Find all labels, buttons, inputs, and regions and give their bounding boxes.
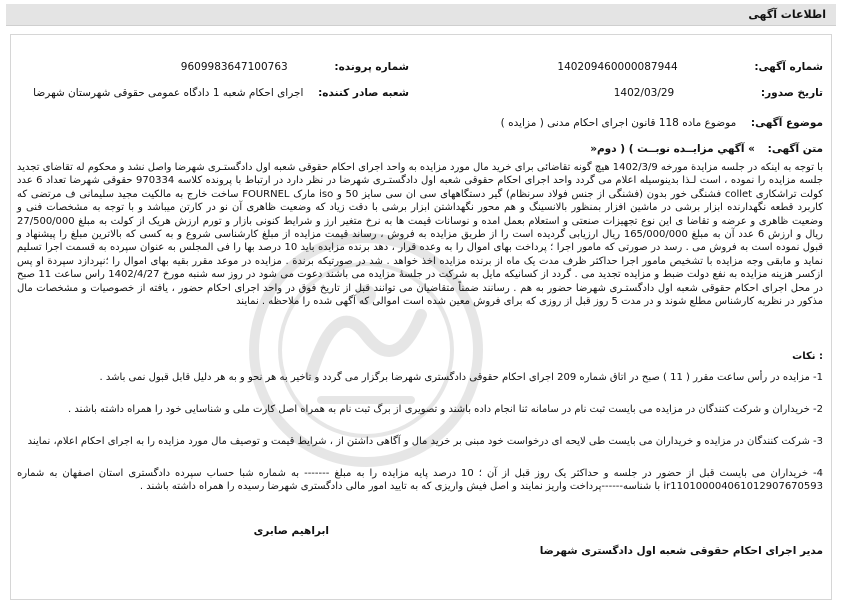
ad-number-label: شماره آگهی:: [754, 61, 823, 73]
issuer: اجرای احکام شعبه 1 دادگاه عمومی حقوقی شهرستان شهرضا: [33, 87, 304, 99]
issue-date: 1402/03/29: [613, 87, 675, 99]
header-bar: [6, 4, 836, 26]
note-item: 2- خریداران و شرکت کنندگان در مزایده می بایست ثبت نام در سامانه ثنا انجام داده باشند و تصویری از برگ ثبت نام به همراه اصل کارت ملی و شناسایی خود را همراه داشته باشند .: [67, 404, 823, 415]
subject-field: [501, 117, 823, 129]
signatory-title: مدیر اجرای احکام حقوقی شعبه اول دادگستری شهرضا: [539, 545, 823, 557]
issue-date-label: تاریخ صدور:: [760, 87, 823, 99]
issue-date-field: [614, 87, 823, 99]
ad-number: 140209460000087944: [557, 61, 678, 73]
issuer-label: شعبه صادر کننده:: [318, 87, 409, 99]
case-number-field: [181, 61, 409, 73]
issuer-field: [33, 87, 409, 99]
note-item: 3- شرکت کنندگان در مزایده و خریداران می بایست طی لایحه ای درخواست خود مبنی بر خرید مال و آگاهی داشتن از ، شرایط قیمت و توصیف مال مورد مزایده را به اجرای احکام اعلام، نمایند: [27, 436, 823, 447]
case-number: 9609983647100763: [180, 61, 288, 73]
note-item: 1- مزایده در رأس ساعت مقرر ( 11 ) صبح در اتاق شماره 209 اجرای احکام حقوقی دادگستری شهرضا برگزار می گردد و تاخیر به هر نحو و به هر دلیل قابل قبول نمی باشد .: [99, 372, 823, 383]
notes-title: : نکات: [792, 351, 823, 362]
ad-body-text: با توجه به اینکه در جلسه مزایدة مورخه 1402/3/9 هیچ گونه تقاضائی برای خرید مال مورد مزایده به واحد اجرای احکام حقوقی شعبه اول دادگستـری شهرضا واصل نشد و محکوم له تقاضای تجدید جلسه مزایده را نموده ، است لـذا بدینوسیله اعلام می گردد واحد اجرای احکام حقوقی شعبه اول دادگستـری شهرضا در نظر دارد در ارتباط با پرونده کلاسه 970334 حقوقی شهرضا تعداد 6 عدد کولت تراشکاری collet فشنگی خور بدون (فشنگی از جنس فولاد سرنظام) گیر دستگاههای سی ان سی سایز 50 و iso مارک FOURNEL ساخت خارج به مالکیت مجید سلیمانی ف مرتضی که کاربرد قطعه نگهدارنده ابزار برشی در ماشین افزار بمنظور بالانسینگ و هم محور نگهداشتن ابزار برشی با دقت زیاد که وضعیت ظاهری آن نو در کارتن میباشد و با توجه به مشخصات فنی و وضعیت ظاهری و عرضه و تقاضا ی این نوع تجهیزات صنعتی و استعلام بعمل امده و نوسانات قیمت ها به نرخ متغیر ارز و شرایط کنونی بازار و تورم ارزش هریک از کولت به مبلغ 27/500/000 ریال و ارزش 6 عدد آن به مبلغ 165/000/000 ریال ارزیابی گردیده است را از طریق مزایده به فروش ، رساند قیمت مزایده از مبلغ کارشناسی شروع و به کسی که بالاترین مبلغ را پیشنهاد و قبول نموده است به فروش می . رسد در صورتی که مامور اجرا ؛ پرداخت بهای اموال را به وعده قرار ، دهد برنده مزایده باید 10 درصد بها را فی المجلس به عنوان سپرده به قسمت اجرا تسلیم نماید و مابقی وجه مزایده با تشخیص مامور اجرا حداکثر ظرف مدت یک ماه از برنده مزایده اخذ خواهد . شد در صورتیکه برندة . مزایده در موعد مقرر بقیه بهای اموال را ؛نپردازد سپردة او پس ازکسر هزینه مزایده به نفع دولت ضبط و مزایده تجدید می . گردد از کسانیکه مایل به شرکت در جلسهٔ مزایده می باشند دعوت می شود در روز سه شنبه مورخ 1402/4/27 راس ساعت 11 صبح در محل اجرای احکام حقوقی شعبه اول دادگستـری شهرضا حضور به هم . رسانند ضمناً متقاضیان می توانند قبل از تاریخ فوق در واحد اجرای احکام حضور ، یافته از خصوصیات و مشخصات مال مذکور در نظریه کارشناس مطلع شوند و در مدت 5 روز قبل از روزی که برای فروش معین شده است اموالی که آگهی شده را ملاحظه . نمایند: [17, 162, 824, 308]
subject-label: موضوع آگهی:: [750, 117, 823, 129]
note-item: 4- خریداران می بایست قبل از حضور در جلسه و حداکثر یک روز قبل از آن ؛ 10 درصد پایه مزایده را به مبلغ ------- به شماره شبا حساب سپرده دادگستری استان اصفهان به شماره ir110100004061012907670593 با شناسه------پرداخت واریز نمایند و اصل فیش واریزی که به تایید امور مالی دادگستری شهرضا رسیده را همراه داشته باشند .: [17, 468, 823, 493]
ad-page: [6, 4, 836, 602]
text-heading: » آگهي مزايــده نوبــت ) ( دوم«: [590, 143, 755, 155]
subject: موضوع ماده 118 قانون اجرای احکام مدنی ( مزایده ): [500, 117, 737, 129]
text-label: متن آگهی:: [767, 143, 823, 155]
signatory-name: ابراهیم صابری: [253, 525, 329, 537]
ad-number-field: [557, 61, 823, 73]
ad-card: [10, 34, 832, 600]
page-title: اطلاعات آگهی: [748, 8, 826, 21]
case-number-label: شماره پرونده:: [334, 61, 409, 73]
text-heading-field: [590, 143, 823, 155]
